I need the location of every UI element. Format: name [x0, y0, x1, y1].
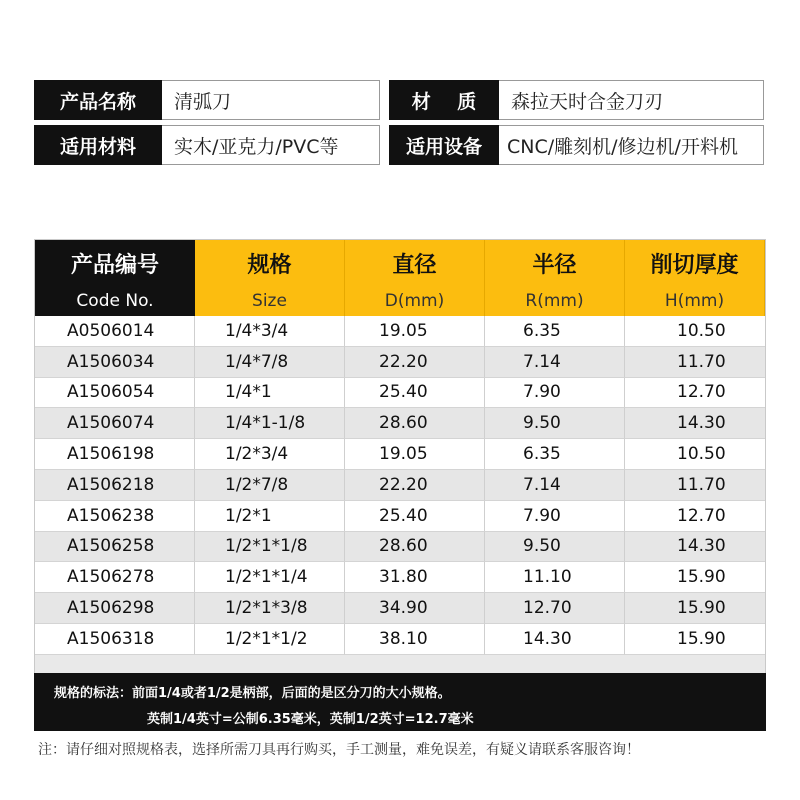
table-row: [35, 624, 765, 655]
cell-radius: 7.90: [485, 501, 625, 532]
cell-diameter: 22.20: [345, 347, 485, 378]
cell-code: A1506218: [35, 470, 195, 501]
header-radius-en: R(mm): [485, 286, 625, 316]
cell-cut-height: 12.70: [625, 501, 765, 532]
cell-code: A1506074: [35, 408, 195, 439]
cell-cut-height: 12.70: [625, 378, 765, 409]
cell-diameter: 31.80: [345, 562, 485, 593]
cell-cut-height: 11.70: [625, 347, 765, 378]
table-row: [35, 593, 765, 624]
cell-diameter: 28.60: [345, 532, 485, 563]
header-diameter-en: D(mm): [345, 286, 485, 316]
cell-radius: 7.14: [485, 470, 625, 501]
cell-size: 1/2*3/4: [195, 439, 345, 470]
cell-diameter: 25.40: [345, 378, 485, 409]
cell-code: A1506238: [35, 501, 195, 532]
info-product-name: [34, 80, 380, 120]
cell-size: 1/4*3/4: [195, 316, 345, 347]
header-cut-height: 削切厚度: [625, 240, 765, 286]
header-size: 规格: [195, 240, 345, 286]
cell-cut-height: 15.90: [625, 624, 765, 655]
cell-size: 1/2*1*1/8: [195, 532, 345, 563]
table-row: [35, 439, 765, 470]
cell-size: 1/2*1*1/4: [195, 562, 345, 593]
table-row: [35, 316, 765, 347]
cell-diameter: 22.20: [345, 470, 485, 501]
table-row: [35, 408, 765, 439]
table-row: [35, 378, 765, 409]
cell-code: A0506014: [35, 316, 195, 347]
cell-code: A1506278: [35, 562, 195, 593]
cell-cut-height: 11.70: [625, 470, 765, 501]
table-row: [35, 562, 765, 593]
table-body: [35, 316, 765, 655]
info-applicable-equipment: [389, 125, 764, 165]
cell-code: A1506298: [35, 593, 195, 624]
cell-diameter: 19.05: [345, 439, 485, 470]
cell-size: 1/2*1*1/2: [195, 624, 345, 655]
header-diameter: 直径: [345, 240, 485, 286]
cell-radius: 7.14: [485, 347, 625, 378]
cell-cut-height: 15.90: [625, 562, 765, 593]
cell-diameter: 19.05: [345, 316, 485, 347]
cell-diameter: 28.60: [345, 408, 485, 439]
note-line-1: 规格的标法：前面1/4或者1/2是柄部，后面的是区分刀的大小规格。: [54, 686, 451, 701]
spec-table: [34, 239, 766, 694]
info-label: 材 质: [389, 80, 499, 120]
info-label: 适用材料: [34, 125, 162, 165]
table-row: [35, 347, 765, 378]
header-size-en: Size: [195, 286, 345, 316]
info-value: 清弧刀: [162, 80, 380, 120]
footer-disclaimer: 注：请仔细对照规格表，选择所需刀具再行购买，手工测量，难免误差，有疑义请联系客服咨询！: [38, 742, 640, 758]
table-header-cn: [35, 240, 765, 286]
cell-size: 1/2*1*3/8: [195, 593, 345, 624]
cell-cut-height: 10.50: [625, 439, 765, 470]
table-header-en: [35, 286, 765, 316]
cell-size: 1/4*1-1/8: [195, 408, 345, 439]
cell-size: 1/4*1: [195, 378, 345, 409]
cell-cut-height: 10.50: [625, 316, 765, 347]
cell-cut-height: 15.90: [625, 593, 765, 624]
cell-diameter: 25.40: [345, 501, 485, 532]
cell-radius: 6.35: [485, 316, 625, 347]
cell-radius: 6.35: [485, 439, 625, 470]
header-radius: 半径: [485, 240, 625, 286]
info-label: 适用设备: [389, 125, 499, 165]
cell-size: 1/4*7/8: [195, 347, 345, 378]
header-code-en: Code No.: [35, 286, 195, 316]
cell-code: A1506034: [35, 347, 195, 378]
info-applicable-materials: [34, 125, 380, 165]
cell-radius: 9.50: [485, 408, 625, 439]
cell-code: A1506054: [35, 378, 195, 409]
info-label: 产品名称: [34, 80, 162, 120]
cell-radius: 11.10: [485, 562, 625, 593]
cell-radius: 7.90: [485, 378, 625, 409]
info-value: 森拉天时合金刀刃: [499, 80, 764, 120]
cell-radius: 14.30: [485, 624, 625, 655]
table-row: [35, 470, 765, 501]
cell-size: 1/2*7/8: [195, 470, 345, 501]
header-code: 产品编号: [35, 240, 195, 286]
cell-diameter: 34.90: [345, 593, 485, 624]
cell-diameter: 38.10: [345, 624, 485, 655]
cell-radius: 9.50: [485, 532, 625, 563]
spec-notes: [34, 673, 766, 731]
table-row: [35, 501, 765, 532]
info-material: [389, 80, 764, 120]
info-value: 实木/亚克力/PVC等: [162, 125, 380, 165]
cell-code: A1506198: [35, 439, 195, 470]
cell-code: A1506258: [35, 532, 195, 563]
cell-code: A1506318: [35, 624, 195, 655]
cell-cut-height: 14.30: [625, 408, 765, 439]
cell-radius: 12.70: [485, 593, 625, 624]
cell-size: 1/2*1: [195, 501, 345, 532]
cell-cut-height: 14.30: [625, 532, 765, 563]
table-row: [35, 532, 765, 563]
note-line-2: 英制1/4英寸=公制6.35毫米，英制1/2英寸=12.7毫米: [147, 712, 474, 727]
info-value: CNC/雕刻机/修边机/开料机: [499, 125, 764, 165]
header-cut-height-en: H(mm): [625, 286, 765, 316]
